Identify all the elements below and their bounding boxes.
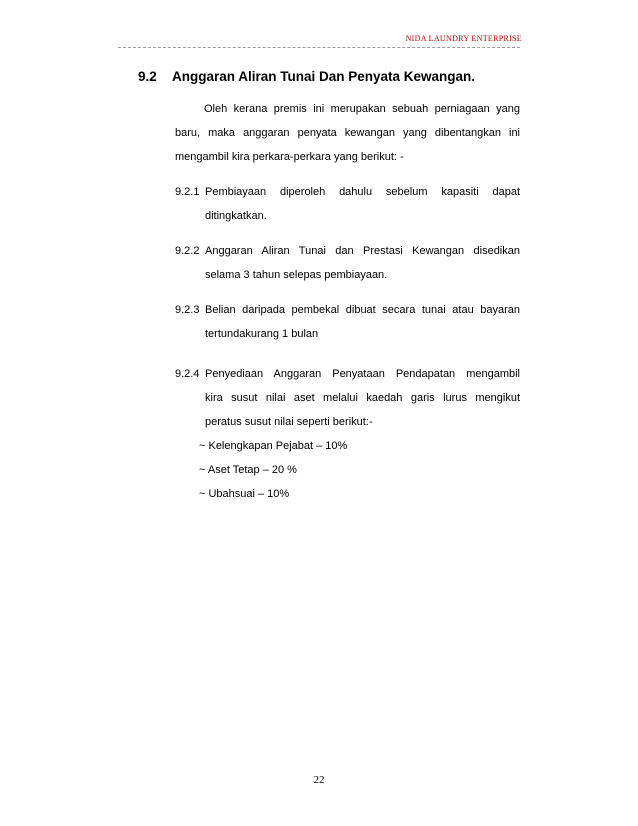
item-line: Anggaran Aliran Tunai dan Prestasi Kewangan disedikan (205, 245, 520, 257)
item-line: selama 3 tahun selepas pembiayaan. (205, 269, 388, 281)
item-number: 9.2.1 (175, 186, 200, 198)
item-line: kira susut nilai aset melalui kaedah garis lurus mengikut (205, 392, 520, 404)
item-line: Penyediaan Anggaran Penyataan Pendapatan mengambil (205, 368, 520, 380)
list-item (175, 239, 520, 287)
item-line: Pembiayaan diperoleh dahulu sebelum kapasiti dapat (205, 186, 520, 198)
item-number: 9.2.4 (175, 368, 200, 380)
bullet-item: ~ Ubahsuai – 10% (199, 488, 290, 500)
section-number: 9.2 (138, 69, 157, 84)
item-line: tertundakurang 1 bulan (205, 328, 319, 340)
list-item (175, 298, 520, 346)
intro-paragraph (175, 97, 520, 169)
list-item (175, 180, 520, 228)
bullet-item: ~ Aset Tetap – 20 % (199, 464, 297, 476)
running-header: NIDA LAUNDRY ENTERPRISE (405, 34, 522, 43)
intro-line: baru, maka anggaran penyata kewangan yang dibentangkan ini (175, 127, 520, 139)
header-divider (118, 47, 520, 48)
bullet-item: ~ Kelengkapan Pejabat – 10% (199, 440, 348, 452)
item-body (205, 362, 520, 434)
item-line: Belian daripada pembekal dibuat secara tunai atau bayaran (205, 304, 520, 316)
item-number: 9.2.3 (175, 304, 200, 316)
item-body (205, 180, 520, 228)
intro-line: mengambil kira perkara-perkara yang berikut: - (175, 151, 404, 163)
page-number: 22 (313, 774, 325, 786)
item-number: 9.2.2 (175, 245, 200, 257)
list-item (175, 362, 520, 506)
item-body (205, 298, 520, 346)
intro-line: Oleh kerana premis ini merupakan sebuah perniagaan yang (204, 103, 520, 115)
section-title: Anggaran Aliran Tunai Dan Penyata Kewangan. (172, 69, 476, 84)
section-heading (138, 69, 475, 84)
depreciation-list (199, 434, 520, 506)
item-line: ditingkatkan. (205, 210, 267, 222)
item-line: peratus susut nilai seperti berikut:- (205, 416, 373, 428)
item-body (205, 239, 520, 287)
